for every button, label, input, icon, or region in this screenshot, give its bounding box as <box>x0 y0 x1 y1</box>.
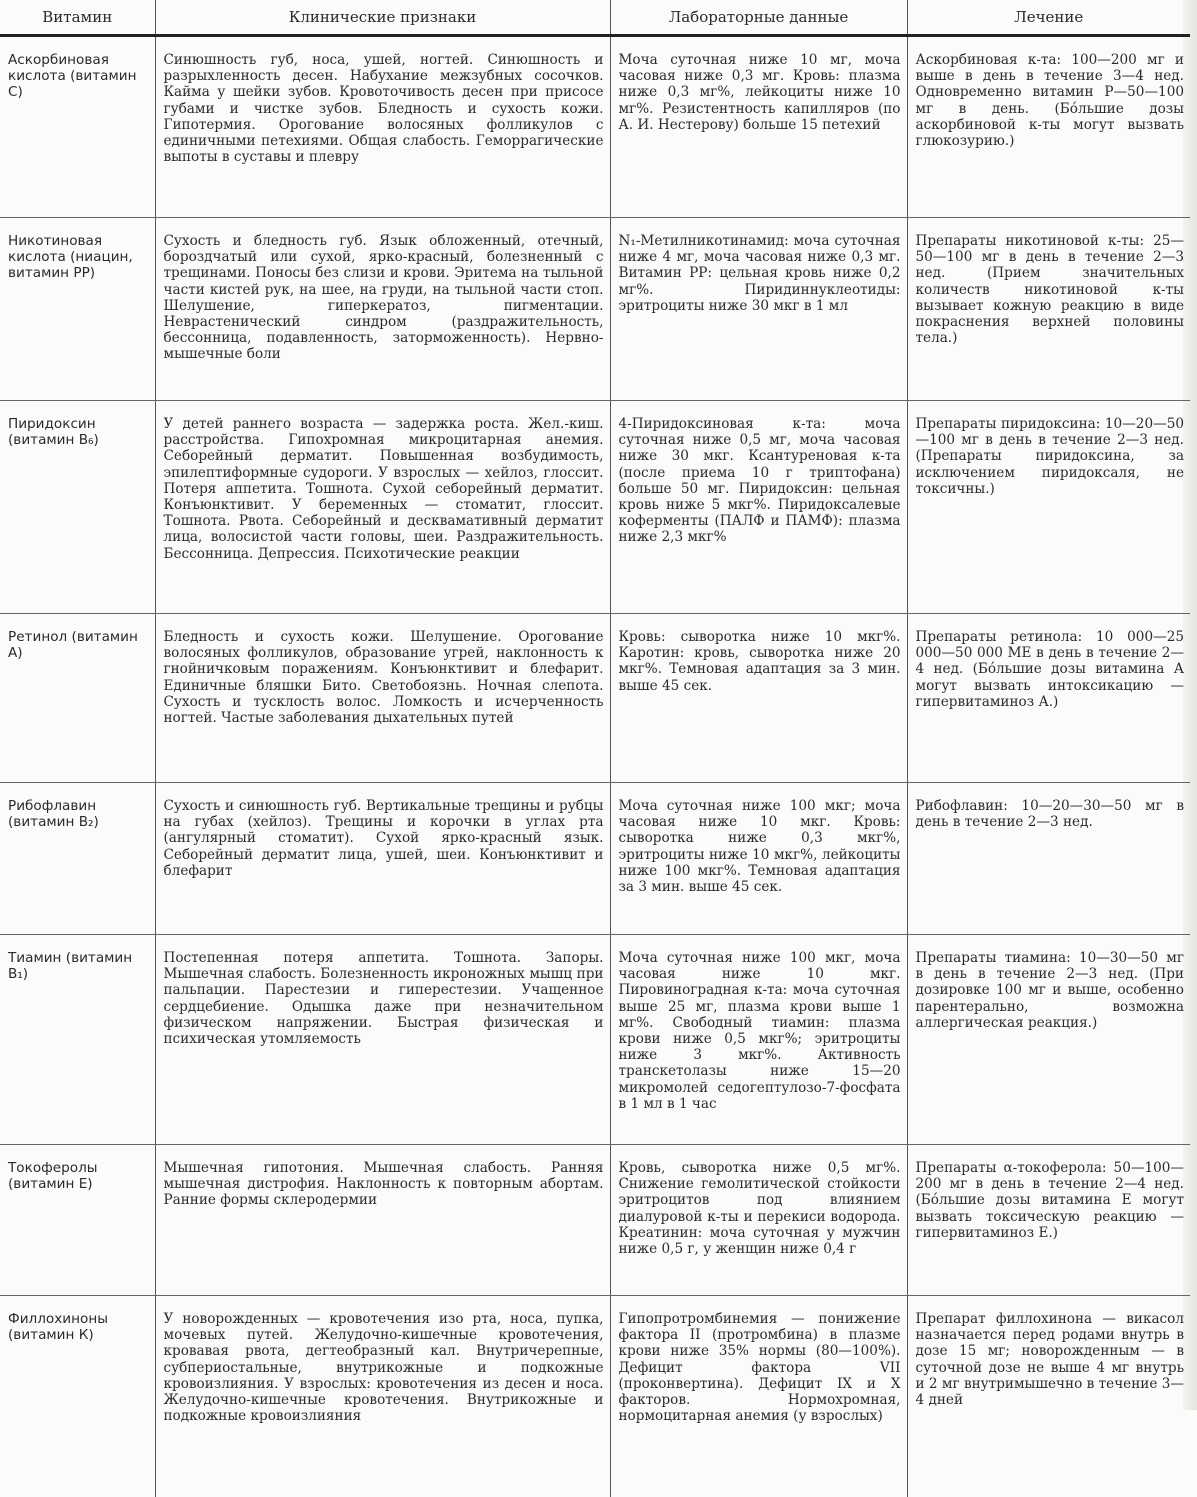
cell-vitamin: Тиамин (витамин В₁) <box>0 935 155 1145</box>
cell-treatment: Препарат филлохинона — викасол назначается перед родами внутрь в дозе 15 мг; новорожденным — в суточной дозе не выше 4 мг внутрь и 2 мг внутримышечно в течение 3—4 дней <box>907 1296 1190 1497</box>
cell-treatment: Препараты α-токоферола: 50—100—200 мг в день в течение 2—4 нед. (Бóльшие дозы витамина Е могут вызвать токсическую реакцию — гипервитаминоз Е.) <box>907 1145 1190 1296</box>
cell-clinical: Постепенная потеря аппетита. Тошнота. Запоры. Мышечная слабость. Болезненность икроножных мышц при пальпации. Парестезии и гиперестезии. Учащенное сердцебиение. Одышка даже при незначительном физическом напряжении. Быстрая физическая и психическая утомляемость <box>155 935 610 1145</box>
table-row <box>0 614 1190 783</box>
cell-clinical: Сухость и бледность губ. Язык обложенный, отечный, бороздчатый или сухой, ярко-красный, болезненный с трещинами. Поносы без слизи и крови. Эритема на тыльной части кистей рук, на шее, на груди, на тыльной части стоп. Шелушение, гиперкератоз, пигментации. Неврастенический синдром (раздражительность, бессонница, подавленность, заторможенность). Нервно-мышечные боли <box>155 218 610 401</box>
header-row <box>0 0 1190 36</box>
cell-lab: Кровь, сыворотка ниже 0,5 мг%. Снижение гемолитической стойкости эритроцитов под влиянием диалуровой к-ты и перекиси водорода. Креатинин: моча суточная у мужчин ниже 0,5 г, у женщин ниже 0,4 г <box>610 1145 907 1296</box>
cell-clinical: Синюшность губ, носа, ушей, ногтей. Синюшность и разрыхленность десен. Набухание межзубных сосочков. Кайма у шейки зубов. Кровоточивость десен при присосе губами и чистке зубов. Бледность и сухость кожи. Гипотермия. Орогование волосяных фолликулов с единичными петехиями. Общая слабость. Геморрагические выпоты в суставы и плевру <box>155 36 610 218</box>
cell-lab: Моча суточная ниже 100 мкг, моча часовая ниже 10 мкг. Пировиноградная к-та: моча суточная выше 25 мг, плазма крови выше 1 мг%. Свободный тиамин: плазма крови ниже 0,5 мкг%; эритроциты ниже 3 мкг%. Активность транскетолазы ниже 15—20 микромолей седогептулозо-7-фосфата в 1 мл в 1 час <box>610 935 907 1145</box>
cell-lab: Гипопротромбинемия — понижение фактора II (протромбина) в плазме крови ниже 35% нормы (80—100%). Дефицит фактора VII (проконвертина). Дефицит IX и X факторов. Нормохромная, нормоцитарная анемия (у взрослых) <box>610 1296 907 1497</box>
header-clinical-signs: Клинические признаки <box>155 0 610 36</box>
cell-lab: Моча суточная ниже 10 мг, моча часовая ниже 0,3 мг. Кровь: плазма ниже 0,3 мг%, лейкоциты ниже 10 мг%. Резистентность капилляров (по А. И. Нестерову) больше 15 петехий <box>610 36 907 218</box>
cell-lab: Моча суточная ниже 100 мкг; моча часовая ниже 10 мкг. Кровь: сыворотка ниже 0,3 мкг%, эритроциты ниже 10 мкг%, лейкоциты ниже 100 мкг%. Темновая адаптация за 3 мин. выше 45 сек. <box>610 783 907 935</box>
cell-treatment: Препараты пиридоксина: 10—20—50—100 мг в день в течение 2—3 нед. (Препараты пиридоксина, за исключением пиридоксаля, не токсичны.) <box>907 401 1190 614</box>
table-row <box>0 935 1190 1145</box>
cell-lab: 4-Пиридоксиновая к-та: моча суточная ниже 0,5 мг, моча часовая ниже 30 мкг. Ксантуреновая к-та (после приема 10 г триптофана) больше 50 мг. Пиридоксин: цельная кровь ниже 5 мкг%. Пиридоксалевые коферменты (ПАЛФ и ПАМФ): плазма ниже 2,3 мкг% <box>610 401 907 614</box>
cell-vitamin: Токоферолы (витамин Е) <box>0 1145 155 1296</box>
cell-lab: N₁-Метилникотинамид: моча суточная ниже 4 мг, моча часовая ниже 0,3 мг. Витамин РР: цельная кровь ниже 0,2 мг%. Пиридиннуклеотиды: эритроциты ниже 30 мкг в 1 мл <box>610 218 907 401</box>
cell-clinical: Сухость и синюшность губ. Вертикальные трещины и рубцы на губах (хейлоз). Трещины и корочки в углах рта (ангулярный стоматит). Сухой ярко-красный язык. Себорейный дерматит лица, ушей, шеи. Конъюнктивит и блефарит <box>155 783 610 935</box>
cell-vitamin: Рибофлавин (витамин В₂) <box>0 783 155 935</box>
cell-clinical: У новорожденных — кровотечения изо рта, носа, пупка, мочевых путей. Желудочно-кишечные кровотечения, кровавая рвота, дегтеобразный кал. Внутричерепные, субпериостальные, внутрикожные и подкожные кровоизлияния. У взрослых: кровотечения из десен и носа. Желудочно-кишечные кровотечения. Внутрикожные и подкожные кровоизлияния <box>155 1296 610 1497</box>
table-header <box>0 0 1190 36</box>
table-row <box>0 36 1190 218</box>
cell-vitamin: Аскорбиновая кислота (витамин С) <box>0 36 155 218</box>
header-lab-data: Лабораторные данные <box>610 0 907 36</box>
cell-lab: Кровь: сыворотка ниже 10 мкг%. Каротин: кровь, сыворотка ниже 20 мкг%. Темновая адаптация за 3 мин. выше 45 сек. <box>610 614 907 783</box>
table-row <box>0 218 1190 401</box>
table-row <box>0 1296 1190 1497</box>
table-body <box>0 36 1190 1497</box>
cell-treatment: Препараты никотиновой к-ты: 25—50—100 мг в день в течение 2—3 нед. (Прием значительных количеств никотиновой к-ты вызывает кожную реакцию в виде покраснения верхней половины тела.) <box>907 218 1190 401</box>
table-row <box>0 783 1190 935</box>
cell-treatment: Препараты тиамина: 10—30—50 мг в день в течение 2—3 нед. (При дозировке 100 мг и выше, особенно парентерально, возможна аллергическая реакция.) <box>907 935 1190 1145</box>
cell-clinical: У детей раннего возраста — задержка роста. Жел.-киш. расстройства. Гипохромная микроцитарная анемия. Себорейный дерматит. Повышенная возбудимость, эпилептиформные судороги. У взрослых — хейлоз, глоссит. Потеря аппетита. Тошнота. Сухой себорейный дерматит. Конъюнктивит. У беременных — стоматит, глоссит. Тошнота. Рвота. Себорейный и десквамативный дерматит лица, волосистой части головы, шеи. Раздражительность. Бессонница. Депрессия. Психотические реакции <box>155 401 610 614</box>
cell-vitamin: Ретинол (витамин А) <box>0 614 155 783</box>
table-row <box>0 1145 1190 1296</box>
cell-treatment: Препараты ретинола: 10 000—25 000—50 000 МЕ в день в течение 2—4 нед. (Бóльшие дозы витамина А могут вызвать интоксикацию — гипервитаминоз А.) <box>907 614 1190 783</box>
header-vitamin: Витамин <box>0 0 155 36</box>
cell-treatment: Рибофлавин: 10—20—30—50 мг в день в течение 2—3 нед. <box>907 783 1190 935</box>
cell-vitamin: Филлохиноны (витамин К) <box>0 1296 155 1497</box>
cell-clinical: Мышечная гипотония. Мышечная слабость. Ранняя мышечная дистрофия. Наклонность к повторным абортам. Ранние формы склеродермии <box>155 1145 610 1296</box>
cell-vitamin: Пиридоксин (витамин В₆) <box>0 401 155 614</box>
cell-vitamin: Никотиновая кислота (ниацин, витамин РР) <box>0 218 155 401</box>
cell-treatment: Аскорбиновая к-та: 100—200 мг и выше в день в течение 3—4 нед. Одновременно витамин Р—50—100 мг в день. (Бóльшие дозы аскорбиновой к-ты могут вызвать глюкозурию.) <box>907 36 1190 218</box>
header-treatment: Лечение <box>907 0 1190 36</box>
table-row <box>0 401 1190 614</box>
cell-clinical: Бледность и сухость кожи. Шелушение. Орогование волосяных фолликулов, образование угрей, наклонность к гнойничковым поражениям. Конъюнктивит и блефарит. Единичные бляшки Бито. Светобоязнь. Ночная слепота. Сухость и тусклость волос. Ломкость и исчерченность ногтей. Частые заболевания дыхательных путей <box>155 614 610 783</box>
